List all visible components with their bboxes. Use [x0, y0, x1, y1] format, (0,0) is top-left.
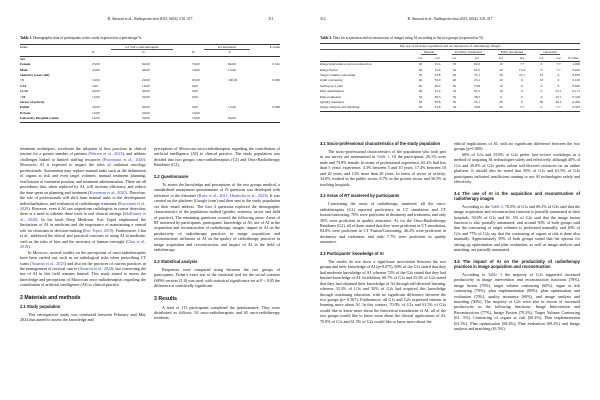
column-left: [320, 141, 446, 324]
cell: 0: [521, 89, 523, 94]
th-g2: G2: [474, 55, 480, 60]
citation-link[interactable]: Amaoui et al., 2024: [79, 265, 113, 271]
th-g2: G2: [435, 55, 440, 60]
cell: 15.4: [519, 67, 525, 72]
subsection-heading: 3.2 Participants' knowledge of AI: [320, 250, 384, 256]
cell: 20: [499, 73, 503, 78]
cell: 50: [452, 67, 457, 72]
cell: 20: [499, 67, 503, 72]
row-label: University Hospital Center: [20, 116, 59, 121]
paragraph: To assess the knowledge and perceptions of the two groups medical, a standardised anonymous questionnaire of 19 questions was developed with reference to the literature (Ryan et al., 2021; Hindocha et al., 2023). It was created on the platform (Google form) and then sent to the study population via their email address. The first 4 questions explored the demographic characteristics of the population studied (gender, seniority, sector and field of practice). The remaining questions covered the following areas: Areas of RT mastered by participants, participants' knowledge of AI, use of AI in the acquisition and reconstruction of radiotherapy images, impact of AI on the productivity of radiotherapy practices in image acquisition and reconstruction, influence of AI on the quality of radiotherapy practices in image acquisition and reconstruction, and impact of AI in the field of radiotherapy.: [154, 181, 280, 253]
paragraph: According to Table 3 the majority of G1s supported increased productivity in image intervention and reconstruction functions (70%), image fusion (70%), target volume contouring (60%), organ at risk contouring (70%), plan implementation (80%), plan optimisation and evaluation (70%), quality assurance (60%), and image analysis and matching (90%). The majority of G2s were also in favour of increased productivity in the following functions: Image Intervention and Reconstruction (77%), Image Fusion (79.2%), Target Volume Contouring (61. 5%), Contouring of organs at risk (69.2%), Plan implementation (61.5%), Plan optimisation (84.4%), Plan evaluation (69.2%) and Image analysis and matching (61.5%).: [454, 271, 581, 332]
column-right: [154, 146, 280, 321]
th-p: P-value: [269, 45, 280, 49]
paragraph: The socio-professional characteristics of the population who took part in our survey are summarised in Table 1. Of the participants, 26.1% were male and 73.9% female. In terms of professional experience, 65.2% had less than 5 years' experience, 4.3% between 5 and 10 years, 17.4% between 10 and 20 years, and 13% more than 20 years. In terms of sector of activity, 34.8% worked in the public sector, 8.7% in the private sector and 56.5% in teaching hospitals.: [320, 149, 446, 187]
table-2: [320, 43, 580, 112]
section-heading: 3 Results: [154, 295, 178, 302]
row-label: Image fusion: [320, 67, 338, 72]
cell: 10,00: [92, 78, 100, 83]
cell: 40: [418, 83, 423, 88]
th-n: N: [192, 50, 195, 55]
th-g2: G2: [519, 55, 525, 60]
cell: 0: [557, 73, 560, 78]
cell: 0.910: [572, 67, 580, 72]
th-p: P-value: [568, 55, 579, 60]
cell: 10,00: [192, 67, 200, 72]
row-label: Sex: [20, 56, 26, 61]
cell: 15,40: [228, 105, 236, 110]
cell: 23.1: [555, 94, 562, 99]
row-label: OAR contouring: [320, 78, 343, 83]
cell: 0,00: [192, 94, 198, 99]
row-label: Male: [20, 67, 28, 72]
cell: 50: [418, 73, 423, 78]
citation-link[interactable]: Korreman et al., 2020: [89, 189, 126, 195]
th-g1: G1: [498, 55, 504, 60]
cell: 50: [452, 105, 457, 110]
th-g1: G1: [539, 55, 544, 60]
th-g1: G1: [452, 55, 457, 60]
citation-link[interactable]: Amaoui et al., 2023: [31, 260, 65, 266]
th-pct: %: [228, 50, 231, 55]
cell: 20: [418, 62, 423, 67]
cell: 53.8: [434, 105, 441, 110]
cell: 53.8: [474, 83, 480, 88]
citation-link[interactable]: Poortmans et al., 2020: [103, 156, 144, 162]
th-g1: G1 Onco-radiotherapists: [111, 45, 172, 50]
cell: 60,00: [142, 105, 150, 110]
paragraph: The results do not show a significant association between the two groups and their knowledge of AI (p=0.075). 60% of the G1s stated that they had moderate knowledge of AI, whereas 72% of the G2s stated that they had limited knowledge of AI. In addition, 66.7% of G1s and 33.3% of G2s stated that they had obtained their knowledge of AI through self-directed learning, whereas 33.3% of G1s and 50% of G2s had acquired this knowledge through continuing education, with no significant difference between the two groups (p= 0.567). Furthermore, all G1s and G2s expressed interest in learning more about AI. In this context, 70.0% of G1s and 61.5% of G2s would like to know more about the theoretical foundations of AI, all of the two groups would like to know more about the clinical applications of AI, 70.0% of G1s and 61.5% of G2s would like to know more about the: [320, 258, 446, 324]
cell: 0: [540, 67, 543, 72]
subsection-heading: 3.5 The impact of AI on the productivity of radiotherapy practices in image acquisition and reconstruction: [454, 258, 580, 269]
table2-caption: [320, 36, 580, 40]
th-partial: Partially automated: [452, 50, 484, 55]
cell: 0: [540, 83, 543, 88]
cell: 7.7: [519, 105, 525, 110]
row-label: Setting up a plan: [320, 83, 343, 88]
th-g2: G2 Residents: [204, 45, 250, 50]
cell: 20,00: [142, 116, 150, 121]
cell: 7.7: [519, 62, 525, 67]
running-head: B. Amaoui et al.: Radioprotection 2025, 60(4), 310–317: [107, 17, 193, 21]
cell: 50: [452, 89, 457, 94]
cell: 40: [418, 78, 423, 83]
cell: 0.456: [572, 100, 580, 105]
cell: 55,00: [192, 62, 200, 67]
table-row: [20, 116, 280, 122]
subsection-heading: 2.2 Questionnaire: [154, 173, 189, 179]
row-label: Female: [20, 62, 31, 67]
paragraph: In Morocco, several studies on the perceptions of onco-radiotherapists have been carried out, such as on radiological risks when prescribing CT scans (Amaoui et al., 2023) and also on the practices of current practices in the management of cervical cancer (Amaoui et al., 2024), but concerning the use of AI in this field remains limited. This study aimed to assess the knowledge and perceptions of Moroccan onco-radiotherapists regarding the contribution of artificial intelligence (AI) to clinical practice.: [20, 249, 147, 288]
section-heading: 2 Materials and methods: [20, 294, 81, 301]
subsection-heading: 2.3 Statistical analysis: [154, 258, 198, 264]
cell: 0,00: [192, 89, 198, 94]
cell: 61.5: [474, 89, 480, 94]
th-pct: %: [142, 50, 145, 55]
table2-caption-text: Data for acquisition and reconstruction of images using AI according to the two groups (expressed in %): [332, 36, 484, 40]
cell: 40: [418, 89, 423, 94]
row-label: Seniority (years old): [20, 73, 50, 78]
cell: 30: [539, 100, 544, 105]
cell: 38.5: [434, 94, 441, 99]
cell: 1.000: [572, 62, 580, 67]
cell: 30: [418, 105, 423, 110]
cell: 30,00: [142, 94, 150, 99]
cell: 40,00: [142, 67, 150, 72]
cell: 0.171: [572, 89, 580, 94]
cell: 76.9: [434, 78, 441, 83]
cell: 30: [452, 100, 457, 105]
cell: 69.2: [474, 62, 480, 67]
cell: 15.4: [434, 67, 441, 72]
cell: 23.1: [519, 73, 525, 78]
subsection-heading: 3.1 Socio-professional characteristics of the study population: [320, 141, 441, 146]
cell: 0.656: [572, 83, 580, 88]
th-items: Items: [20, 45, 28, 49]
cell: 7.7: [556, 105, 561, 110]
cell: 65,00: [192, 78, 200, 83]
table2-label: Table 2.: [320, 36, 333, 40]
cell: 50: [452, 83, 457, 88]
cell: 30,00: [92, 105, 100, 110]
cell: 7.7: [556, 62, 561, 67]
cell: 0,00: [192, 105, 198, 110]
th-g1: G1: [418, 55, 423, 60]
table-1: [20, 44, 280, 123]
paragraph: perceptions of Moroccan onco-radiotherapists regarding the contribution of artificial intelligence (AI) to clinical practice. The study population was divided into two groups: onco-radiotherapists (G1) and Onco-Radiotherapy Residents (G2).: [154, 146, 280, 168]
cell: 10,00: [142, 83, 150, 88]
citation-link[interactable]: Korreman et al., 2020: [20, 200, 146, 211]
page-number: 311: [268, 17, 274, 21]
row-label: >20: [20, 94, 26, 99]
page-number: 312: [320, 17, 326, 21]
paragraph: treatment techniques, accelerate the adoption of best practices in clinical routine for a greater number of patients (Warren et al., 2023), and address challenges linked to limited staffing resources (Poortmans et al., 2020). Moreover, AI is expected to impact the roles of radiation oncology professionals. Automation may replace manual tasks such as the delineation of organs at risk and even target volumes, manual treatment planning, verification of treatment position, and treatment administration. These are all procedures that, when replaced by AI, will increase efficiency and reduce the time spent on planning and treatment (Korreman et al., 2020). Therefore, the role of professionals will shift from manual tasks to the development, individualisation, and evaluation of radiotherapy treatment (Korreman et al., 2020). However, even if AI can outperform radiologists in cancer detection, there is a need to validate these tools in real clinical settings (McKinney et al., 2020). In his book Deep Medicine, Eric Topol emphasised the limitations of AI in medicine and the importance of maintaining a central role for clinicians in decision-making (Eric Topol, 2019). Furthermore, Char et al., addressed the ethical and practical concerns of using AI in medicine, such as the risks of bias and the necessity of human oversight (Char et al., 2018).: [20, 146, 147, 250]
subsection-heading: 3.4 The use of AI in the acquisition and reconstruction of radiotherapy images: [454, 190, 580, 201]
paragraph: ethical implications of AI, with no significant difference between the two groups (p=1.000).: [454, 141, 580, 152]
cell: 0: [500, 94, 502, 99]
cell: 20: [452, 73, 457, 78]
cell: 46.2: [555, 100, 562, 105]
paragraph: Responses were compared using between the two groups of participants. Fisher's exact test of the statistical tool for the social sciences (SPSS version 21.0) was used, with statistical significance set at P < 0.05 the difference is statistically significant.: [154, 266, 280, 289]
cell: 10: [499, 62, 503, 67]
cell: 10: [499, 89, 503, 94]
th-uncertain: Uncertain: [540, 50, 559, 55]
citation-link[interactable]: Table 3: [488, 271, 503, 277]
cell: 25,00: [92, 62, 100, 67]
th-n: N: [92, 50, 95, 55]
th-full: Fully automated: [498, 50, 526, 55]
cell: 0.505: [572, 105, 580, 110]
cell: 10,00: [92, 110, 100, 115]
cell: 0: [557, 83, 560, 88]
cell: 20: [499, 100, 503, 105]
cell: 30.8: [434, 100, 441, 105]
cell: 30: [418, 67, 423, 72]
row-label: 5-10: [20, 83, 27, 88]
row-label: Private: [20, 110, 31, 115]
paragraph: This retrospective study was conducted between February and May 2024 that aimed to assess the knowledge and: [20, 311, 146, 323]
th-manual: Manual: [421, 50, 437, 55]
cell: 15,40: [228, 67, 236, 72]
cell: 70: [452, 62, 457, 67]
subsection-heading: 2.1 Study population: [20, 303, 61, 309]
cell: 0.006: [272, 105, 280, 110]
cell: 0,00: [192, 83, 198, 88]
cell: 0.316: [572, 94, 580, 99]
paragraph: Concerning the areas of radiotherapy mastered, all the onco-radiotherapists (G1) reported proficiency in CT simulation and CT fusion/contouring, 70% were proficient in dosimetry and treatment, and only 30% were proficient in quality assurance. As for the Onco-Radiotherapy Residents (G2), all of them stated that they were proficient in CT simulation, 84.6% were proficient in CT Fusion/Contouring, 46.2% were proficient in dosimetry and treatment, and only 7.7% were proficient in quality assurance.: [320, 201, 446, 245]
row-label: Image analysis and matching: [320, 105, 360, 110]
cell: 55,00: [192, 116, 200, 121]
cell: 0.000: [272, 78, 280, 83]
cell: 23.1: [474, 78, 480, 83]
cell: 23.1: [555, 89, 562, 94]
cell: 5,00: [92, 83, 98, 88]
cell: 23.1: [474, 73, 480, 78]
cell: 53.8: [434, 73, 441, 78]
cell: 20,00: [92, 89, 100, 94]
cell: 40: [452, 78, 457, 83]
column-right: [454, 141, 580, 332]
cell: 38.5: [474, 94, 480, 99]
table2-title: The use of AI in the acquisition and reconstruction of radiotherapy images: [399, 44, 501, 48]
cell: 60,00: [142, 62, 150, 67]
row-label: Plan optimisation: [320, 89, 344, 94]
cell: 10: [499, 83, 503, 88]
cell: 50: [418, 94, 423, 99]
row-label: Target volume contouring: [320, 73, 356, 78]
citation-link[interactable]: Char et al., 2018: [20, 238, 146, 250]
row-label: Image intervention and reconstruction: [320, 62, 372, 67]
cell: 20,00: [142, 110, 150, 115]
cell: 15.4: [434, 89, 441, 94]
cell: 10: [539, 73, 544, 78]
cell: 46.2: [434, 83, 441, 88]
cell: 10,00: [92, 116, 100, 121]
cell: 10,00: [192, 110, 200, 115]
citation-link[interactable]: Table 1: [376, 154, 390, 160]
table1-label: Table 1.: [20, 36, 33, 40]
subsection-heading: 3.2 Areas of RT mastered by participants: [320, 193, 400, 199]
citation-link[interactable]: Table 2: [490, 203, 503, 209]
table-row: [320, 105, 580, 111]
paragraph: 60% of G1s and 53.8% of G2s prefer face-to-face workshops as a method of acquiring AI technologies safely and effectively, although 40% of G1s and 30.8% of G2s prefer online self-directed resources on an online platform. It should also be noted that 50% of G1s and 61.5% of G2s participants indicated insufficient training to use AI technologies safely and effectively.: [454, 151, 580, 185]
cell: [262, 116, 280, 122]
cell: 0.341: [272, 62, 280, 67]
row-label: <5: [20, 78, 24, 83]
cell: 0: [521, 94, 523, 99]
cell: 40,00: [142, 89, 150, 94]
cell: 10: [499, 78, 503, 83]
table1-caption: [20, 36, 280, 40]
cell: 15,00: [92, 94, 100, 99]
cell: 20: [499, 105, 503, 110]
citation-link[interactable]: Warren et al., 2023: [89, 151, 123, 157]
paragraph: A total of 115 participants completed the questionnaire. They were distributed as follows: 50 onco-radiotherapists and 65 onco-radiotherapy residents.: [154, 304, 280, 321]
cell: 0: [540, 94, 543, 99]
cell: 61.5: [474, 67, 480, 72]
page-312: [300, 0, 600, 400]
cell: 0.919: [572, 73, 580, 78]
cell: 20: [418, 100, 423, 105]
paragraph: According to the Table 2, 70.0% of G1s and 69.2% of G2s said that the image acquisition and reconstruction function is partially automated at their hospitals, 50.0% of G1s and 61. 5% of G2s said that the image fusion function is also partially automated, and around 50% of both groups said that the contouring of target volumes is performed manually, and 40% of G1s and 77% of G2s say that the contouring of organs at risk is done also manually. Approximately 50% of both groups stated that the options for setting up optimisation and plan evaluation, as well as image analysis and matching, are partially automated.: [454, 203, 580, 253]
cell: 20,00: [142, 78, 150, 83]
table1-caption-text: Demographic data of participants to this study expressed as a percentage %.: [32, 36, 143, 40]
cell: 0: [540, 89, 543, 94]
column-left: [20, 146, 146, 323]
cell: 25,00: [92, 67, 100, 72]
cell: 0.163: [572, 78, 580, 83]
cell: 23.1: [474, 100, 480, 105]
cell: 0: [540, 62, 543, 67]
row-label: Plan evaluation: [320, 94, 341, 99]
cell: 64,60: [228, 116, 236, 121]
cell: 84,60: [228, 62, 236, 67]
row-label: Public: [20, 105, 30, 110]
cell: 0: [557, 78, 560, 83]
citation-link[interactable]: Ryan et al., 2021; Hindocha et al., 2023: [198, 192, 267, 198]
cell: 0: [540, 105, 543, 110]
cell: 7.7: [556, 67, 561, 72]
running-head: B. Amaoui et al.: Radioprotection 2025, 60(4), 310–317: [407, 17, 493, 21]
cell: 50: [452, 94, 457, 99]
cell: 100,00: [228, 78, 238, 83]
cell: 30.8: [474, 105, 480, 110]
cell: 0: [521, 78, 523, 83]
th-g2: G2: [556, 55, 561, 60]
row-label: Quality assurance: [320, 100, 345, 105]
row-label: 11-20: [20, 89, 28, 94]
row-label: Sector of activity: [20, 100, 45, 105]
cell: 10: [539, 78, 544, 83]
cell: 0: [521, 83, 523, 88]
cell: 0: [521, 100, 523, 105]
cell: 15.4: [434, 62, 441, 67]
citation-link[interactable]: McKinney et al., 2020: [20, 211, 146, 222]
citation-link[interactable]: Eric Topol, 2019: [84, 227, 112, 233]
